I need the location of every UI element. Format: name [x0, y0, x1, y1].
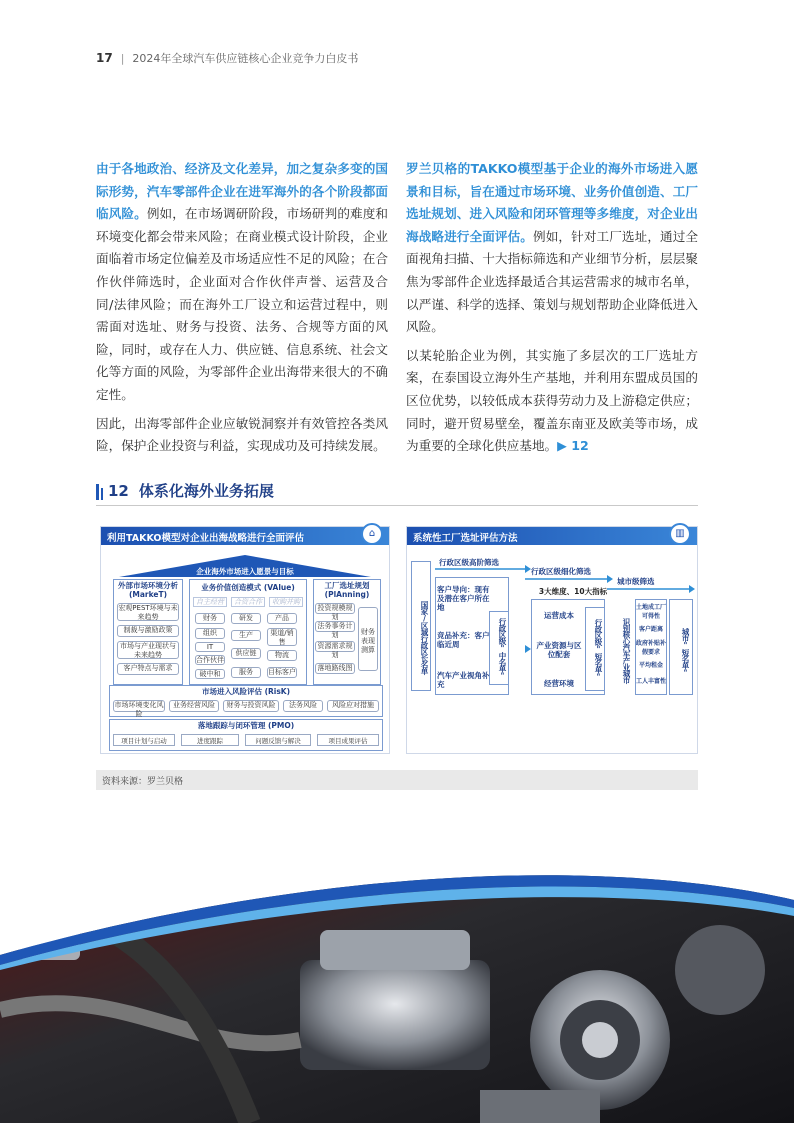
chart-icon: ▥ — [669, 523, 691, 545]
header-separator: | — [120, 52, 125, 65]
value-cell-1: 财务 — [195, 613, 225, 624]
takko-panel — [100, 526, 390, 754]
risk-title: 市场进入风险评估 (RisK) — [201, 687, 291, 696]
right-paragraph-1 — [406, 158, 698, 339]
market-column-title: 外部市场环境分析 (MarkeT) — [118, 581, 178, 599]
figure-title-text: 体系化海外业务拓展 — [138, 482, 274, 500]
planning-item-4: 落地路线图 — [315, 663, 355, 674]
factor3-4: 平均租金 — [638, 662, 663, 669]
short-list-label: 行政区级"短名单" — [594, 619, 603, 681]
city-list-label: 城市"短名单" — [681, 627, 690, 677]
left-paragraph-2: 因此，出海零部件企业应敏锐洞察并有效管控各类风险，保护企业投资与利益，实现成功及可持续发展。 — [96, 415, 388, 454]
right-highlight: 罗兰贝格的TAKKO模型基于企业的海外市场进入愿景和目标，旨在通过市场环境、业务价值创造、工厂选址规划、进入风险和闭环管理等多维度，对企业出海战略进行全面评估。 — [406, 161, 698, 244]
core-city-label: 识别核心汽车产业城市 — [622, 617, 631, 683]
value-cell-4: 组织 — [195, 628, 225, 639]
value-cell-7: IT — [195, 642, 225, 652]
pmo-step-1: 项目计划与启动 — [113, 734, 175, 746]
factor2-1: 运营成本 — [544, 611, 574, 620]
market-item-2: 制裁与激励政策 — [117, 625, 179, 637]
factor3-5: 工人丰富性 — [636, 678, 667, 685]
header-title: 2024年全球汽车供应链核心企业竞争力白皮书 — [132, 52, 359, 65]
planning-column-title: 工厂选址规划 (PlAnning) — [324, 581, 370, 599]
right-paragraph-2 — [406, 345, 698, 458]
house-icon: ⌂ — [361, 523, 383, 545]
market-item-1: 宏观PEST环境与未来趋势 — [118, 604, 178, 621]
value-cell-13: 破中和 — [195, 669, 225, 679]
stage1-label: 行政区级高阶筛选 — [439, 558, 499, 567]
value-ghost-3: 收购并购 — [269, 597, 303, 607]
dimensions-label: 3大维度、10大指标 — [538, 587, 608, 596]
factor3-1: 土地成工厂可得性 — [636, 604, 667, 620]
figure-reference-link[interactable]: ▶ 12 — [557, 438, 589, 454]
long-list-label: 国家/区域行政区长名单 — [420, 600, 429, 674]
figure-title-bar — [96, 480, 698, 506]
value-cell-2: 研发 — [231, 613, 261, 624]
left-p1-text: 例如，在市场调研阶段，市场研判的难度和环境变化都会带来风险；在商业模式设计阶段，企业面临着市场定位偏差及市场适应性不足的风险；在合作伙伴筛选时，企业面对合作伙伴声誉、运营及合同/法律风险；而在海外工厂设立和运营过程中，则需面对选址、财务与投资、法务、合规等方面的风险，同时，或存在人力、供应链、信息系统、社会文化等方面的风险，为零部件企业出海带来很大的不确定性。 — [96, 206, 389, 402]
left-paragraph-1 — [96, 158, 388, 407]
right-p1-text: 例如，针对工厂选址，通过全面视角扫描、十大指标筛选和产业细节分析，层层聚焦为零部件企业选择最适合其运营需求的城市名单，以严谨、科学的选择、策划与规划帮助企业降低进入风险。 — [406, 228, 699, 335]
takko-panel-title: 利用TAKKO模型对企业出海战略进行全面评估 — [101, 527, 389, 545]
factor2-2: 产业资源与区位配套 — [536, 641, 582, 659]
value-cell-9: 物流 — [267, 650, 297, 661]
market-item-3: 市场与产业现状与未来趋势 — [117, 641, 179, 659]
site-selection-panel — [406, 526, 698, 754]
title-accent-bar — [96, 484, 99, 500]
planning-item-2: 法务事务计划 — [315, 621, 355, 632]
risk-item-4: 法务风险 — [283, 700, 323, 712]
page-number: 17 — [96, 51, 113, 65]
planning-item-1: 投资规模规划 — [315, 603, 355, 614]
page-header — [96, 50, 358, 66]
decorative-wave — [0, 860, 794, 970]
factor1-2: 竞品补充：客户临近周 — [437, 631, 490, 649]
value-cell-10: 合作伙伴 — [196, 656, 224, 664]
value-cell-11: 服务 — [231, 667, 261, 678]
planning-side-box: 财务表现测算 — [358, 607, 378, 671]
site-panel-title: 系统性工厂选址评估方法 — [407, 527, 697, 545]
stage2-label: 行政区级细化筛选 — [531, 567, 591, 576]
figure-diagram — [96, 526, 698, 754]
value-cell-3: 产品 — [267, 613, 297, 624]
value-column-title: 业务价值创造模式 (VAlue) — [201, 583, 295, 592]
left-highlight: 由于各地政治、经济及文化差异，加之复杂多变的国际形势，汽车零部件企业在进军海外的各个阶段都面临风险。 — [96, 161, 388, 222]
factor1-3: 汽车产业视角补充 — [437, 671, 490, 689]
risk-item-3: 财务与投资风险 — [223, 700, 279, 712]
pmo-step-4: 项目成果评估 — [317, 734, 379, 746]
risk-item-1: 市场环境变化风险 — [114, 701, 164, 718]
left-column — [96, 158, 388, 464]
factor3-2: 客户距离 — [638, 626, 663, 633]
right-column — [406, 158, 698, 464]
pmo-step-3: 问题反馈与解决 — [245, 734, 311, 746]
pmo-title: 落地跟踪与闭环管理 (PMO) — [197, 721, 295, 730]
factor2-3: 经营环境 — [544, 679, 574, 688]
value-ghost-2: 合资合作 — [231, 597, 265, 607]
risk-item-2: 业务经营风险 — [169, 700, 219, 712]
value-cell-6: 渠道/销售 — [267, 628, 297, 646]
source-note: 资料来源：罗兰贝格 — [96, 770, 698, 790]
right-p2-text: 以某轮胎企业为例，其实施了多层次的工厂选址方案，在泰国设立海外生产基地，并利用东盟成员国的区位优势，以较低成本获得劳动力及上游稳定供应；同时，避开贸易壁垒，覆盖东南亚及欧美等市场，成为重要的全球化供应基地。 — [406, 347, 698, 454]
value-cell-8: 供应链 — [231, 648, 261, 659]
factor3-3: 政府补贴补假要求 — [636, 640, 667, 656]
roof-label: 企业海外市场进入愿景与目标 — [196, 567, 294, 576]
market-item-4: 客户特点与需求 — [117, 663, 179, 675]
stage3-label: 城市级筛选 — [617, 577, 655, 586]
risk-item-5: 风险应对措施 — [327, 700, 379, 712]
figure-number: 12 — [108, 482, 129, 500]
mid-list-label: 行政区级"中名单" — [498, 618, 507, 680]
figure-title — [108, 480, 274, 501]
value-cell-12: 目标客户 — [268, 668, 296, 676]
value-cell-5: 生产 — [231, 630, 261, 641]
pmo-step-2: 进度跟踪 — [181, 734, 239, 746]
title-accent-bar-thin — [101, 488, 103, 500]
planning-item-3: 资源需求规划 — [315, 641, 355, 652]
factor1-1: 客户导向：现有及潜在客户所在地 — [437, 585, 490, 612]
value-ghost-1: 自主经营 — [193, 597, 227, 607]
